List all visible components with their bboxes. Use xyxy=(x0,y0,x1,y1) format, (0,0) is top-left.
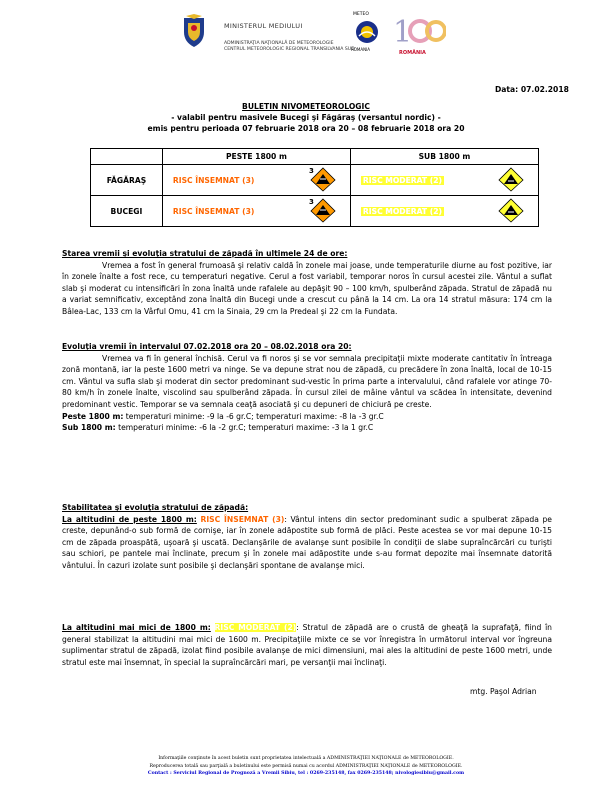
danger-level-2-icon xyxy=(497,166,525,192)
meteo-globe-icon xyxy=(355,20,379,44)
section-paragraph: Vremea a fost în general frumoasă şi relativ caldă în zonele mai joase, unde temperaturile diurne au fost pozitive, iar în zonele înalte a fost rece, cu temperaturi negative. Cerul a fost variabil, temporar noros în cursul acestei zile. Vântul a suflat slab şi moderat cu intensificări în zona înaltă unde rafalele au depăşit 90 – 100 km/h, spulberând zăpada. Stratul de zăpadă nu a variat semnificativ, exceptând zona înaltă din Bucegi unde a crescut cu până la 14 cm. La ora 14 stratul măsura: 174 cm la Bâlea-Lac, 133 cm la Vârful Omu, 41 cm la Sinaia, 29 cm la Predeal şi 22 cm la Fundata. xyxy=(62,260,552,316)
above-1800-header: PESTE 1800 m xyxy=(162,149,350,165)
temp-below-values: temperaturi minime: -6 la -2 gr.C; temperaturi maxime: -3 la 1 gr.C xyxy=(115,423,374,433)
zone-bucegi: BUCEGI xyxy=(91,196,163,227)
danger-level-3-icon xyxy=(309,197,337,223)
centenar-logo xyxy=(391,12,446,60)
danger-level-2-icon xyxy=(497,197,525,223)
administration-name xyxy=(224,41,355,53)
zone-header xyxy=(91,149,163,165)
meteo-label: METEO xyxy=(353,12,369,17)
risk-3-icon xyxy=(295,196,350,227)
section-heading: Stabilitatea şi evoluţia stratului de zăpadă: xyxy=(62,503,249,512)
table-row xyxy=(91,196,539,227)
zone-fagaras: FĂGĂRAŞ xyxy=(91,165,163,196)
table-row xyxy=(91,165,539,196)
temp-above-values: temperaturi minime: -9 la -6 gr.C; temperaturi maxime: -8 la -3 gr.C xyxy=(123,411,384,421)
bulletin-title: BULETIN NIVOMETEOROLOGIC xyxy=(242,102,370,111)
risk-above-fagaras: RISC ÎNSEMNAT (3) xyxy=(162,165,295,196)
footer-reproduction: Reproducerea totală sau parţială a buletinului este permisă numai cu acordul ADMINISTRAŢIEI NAŢIONALE de METEOROLOGIE. xyxy=(149,763,463,769)
temp-below-label: Sub 1800 m: xyxy=(62,423,116,433)
section-snow-stability xyxy=(62,502,552,572)
risk-3-icon xyxy=(295,165,350,196)
bulletin-period: emis pentru perioada 07 februarie 2018 ora 20 – 08 februarie 2018 ora 20 xyxy=(147,124,465,133)
risk-below-fagaras-label: RISC MODERAT (2) xyxy=(362,175,442,185)
risk-2-icon xyxy=(483,196,538,227)
header xyxy=(0,0,612,80)
centenar-100-icon xyxy=(391,12,446,50)
risk-below-fagaras xyxy=(350,165,483,196)
section-paragraph: Vremea va fi în general închisă. Cerul va fi noros şi se vor semnala precipitaţii mixte moderate cantitativ în întreaga zonă montană, iar la peste 1600 metri va ninge. Se va depune strat nou de zăpadă, cu precădere în zona înaltă, local de 10-15 cm. Vântul va sufla slab şi moderat din sector predominant sud-vestic în prima parte a intervalului, când rafalele vor atinge 70-80 km/h în zonele înalte, viscolind sau spulberând zăpada. În cursul zilei de mâine vântul va scădea în intensitate, devenind predominant vestic. Temporar se va semnala ceaţă asociată şi cu depuneri de chiciură pe creste. xyxy=(62,353,552,409)
stability-below-label: La altitudini mai mici de 1800 m: xyxy=(62,623,211,632)
svg-text:3: 3 xyxy=(308,167,314,175)
section-snow-stability-low xyxy=(62,622,552,668)
temp-above-label: Peste 1800 m: xyxy=(62,411,124,421)
stability-above-label: La altitudini de peste 1800 m: xyxy=(62,514,197,524)
risk-2-icon xyxy=(483,165,538,196)
romania-coat-of-arms-icon xyxy=(181,14,207,48)
footer-contact[interactable]: Contact : Serviciul Regional de Prognoză a Vremii Sibiu, tel : 0269-235148, fax 0269-235148; nivologiesibiu@gmail.com xyxy=(147,771,465,776)
below-1800-header: SUB 1800 m xyxy=(350,149,538,165)
meteo-romania-logo xyxy=(351,12,381,60)
ministry-name: MINISTERUL MEDIULUI xyxy=(224,22,303,30)
svg-text:1: 1 xyxy=(393,15,413,50)
signature: mtg. Paşol Adrian xyxy=(470,687,537,696)
section-weather-forecast xyxy=(62,341,552,434)
stability-below-risk: RISC MODERAT (2) xyxy=(214,623,297,632)
svg-text:3: 3 xyxy=(308,198,314,206)
bulletin-date: Data: 07.02.2018 xyxy=(495,85,569,94)
bulletin-subtitle: - valabil pentru masivele Bucegi şi Făgăraş (versantul nordic) - xyxy=(171,113,441,122)
section-heading: Starea vremii şi evoluţia stratului de zăpadă în ultimele 24 de ore: xyxy=(62,249,348,258)
footer-copyright: Informaţiile conţinute în acest buletin sunt proprietatea intelectuală a ADMINISTRAŢIEI NAŢIONALE de METEOROLOGIE. xyxy=(158,756,454,761)
risk-below-bucegi xyxy=(350,196,483,227)
stability-below-1800 xyxy=(62,622,552,668)
risk-above-bucegi: RISC ÎNSEMNAT (3) xyxy=(162,196,295,227)
meteo-country-label: ROMANIA xyxy=(351,47,371,52)
risk-table-header xyxy=(91,149,539,165)
stability-above-1800 xyxy=(62,514,552,572)
risk-table xyxy=(90,148,539,227)
footer xyxy=(0,755,612,778)
section-weather-last-24h xyxy=(62,248,552,318)
admin-line-2: CENTRUL METEOROLOGIC REGIONAL TRANSILVANIA SUD xyxy=(224,47,355,53)
temp-below-1800 xyxy=(62,422,552,434)
temp-above-1800 xyxy=(62,411,552,423)
stability-above-risk: RISC ÎNSEMNAT (3) xyxy=(200,514,285,524)
danger-level-3-icon xyxy=(309,166,337,192)
stability-below-text: : Stratul de zăpadă are o crustă de gheaţă la suprafaţă, fiind în general stabilizat la altitudini mai mici de 1600 m. Precipitaţiile mixte ce se vor înregistra în următorul interval vor îngreuna suplimentar stratul de zăpadă, izolat fiind posibile avalanşe de mici dimensiuni, mai ales la altitudini de peste 1600 metri, unde stratul este mai însemnat, în special la supraîncărcări mari, pe versanţii mai înclinaţi. xyxy=(62,623,552,667)
centenar-label: ROMÂNIA xyxy=(399,50,426,56)
stability-above-text: : Vântul intens din sector predominant sudic a spulberat zăpada pe creste, depunând-o sub formă de cornişe, iar în zonele adăpostite sub formă de plăci. Peste acestea se vor mai depune 10-15 cm de zăpada proaspătă, uşoară şi uscată. Declanşările de avalanşe sunt posibile în condiţii de slabe supraîncărcări cu turişti sau schiori, pe pantele mai înclinate, precum şi în zonele mai adăpostite unde s-au format depozite mai însemnate datorită vântului. În cazuri izolate sunt posibile şi declanşări spontane de avalanşe mici. xyxy=(62,514,552,570)
risk-below-bucegi-label: RISC MODERAT (2) xyxy=(362,206,442,216)
section-heading: Evoluţia vremii în intervalul 07.02.2018 ora 20 – 08.02.2018 ora 20: xyxy=(62,342,352,351)
admin-line-1: ADMINISTRAŢIA NAŢIONALĂ DE METEOROLOGIE xyxy=(224,41,334,46)
